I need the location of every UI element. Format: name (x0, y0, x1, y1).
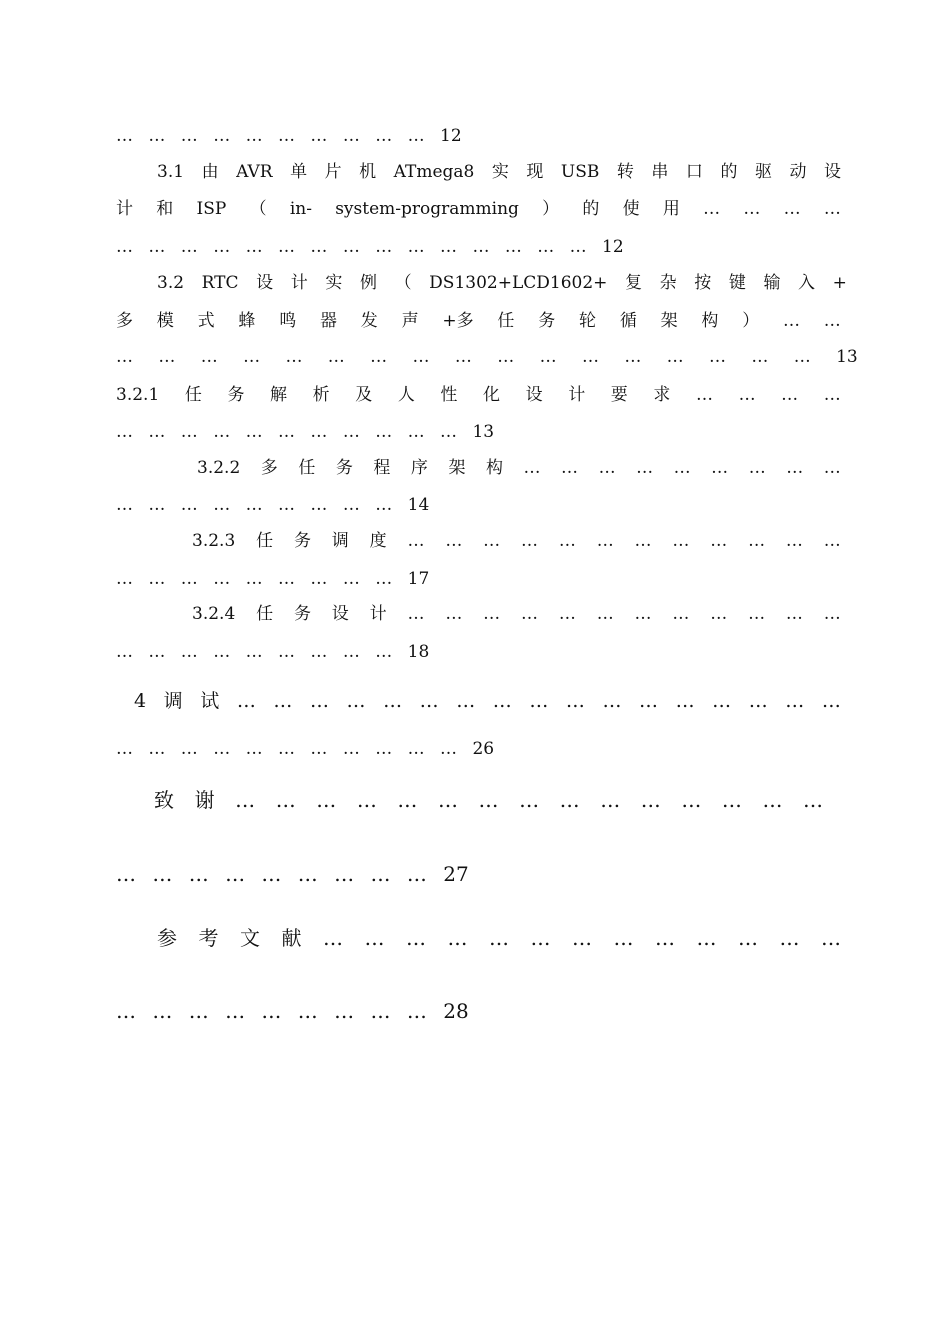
toc-token: … (703, 199, 721, 219)
toc-token: 架 (660, 311, 678, 331)
toc-token: … (785, 531, 803, 551)
toc-token: 务 (293, 604, 311, 624)
toc-token: … (672, 604, 690, 624)
toc-token: … (447, 926, 468, 950)
toc-token: 机 (359, 162, 377, 182)
toc-token: … (558, 531, 576, 551)
toc-token: … (781, 385, 799, 405)
toc-token: 设 (525, 385, 543, 405)
toc-token: … (243, 347, 261, 367)
toc-token: … (561, 458, 579, 478)
toc-token: … (158, 347, 176, 367)
toc-token: 设 (823, 162, 841, 182)
toc-token: … (598, 458, 616, 478)
toc-token: … (710, 531, 728, 551)
toc-token: … (748, 531, 766, 551)
toc-token: … (596, 531, 614, 551)
toc-token: 实 (325, 273, 343, 293)
toc-token: … (624, 347, 642, 367)
toc-token: … (356, 788, 377, 812)
toc-token: … (445, 604, 463, 624)
toc-token: … (786, 458, 804, 478)
toc-token: … (364, 926, 385, 950)
toc-token: 例 (359, 273, 377, 293)
toc-token: 务 (293, 531, 311, 551)
toc-token: … (370, 347, 388, 367)
toc-token: … (672, 531, 690, 551)
toc-token: system-programming (335, 199, 519, 219)
toc-token: … (709, 347, 727, 367)
toc-entry-3-2 (157, 275, 847, 292)
toc-token: … (406, 926, 426, 950)
toc-token: … (748, 690, 768, 712)
toc-token: 析 (312, 385, 330, 405)
toc-token: 任 (256, 604, 274, 624)
toc-token: 入 (798, 273, 816, 293)
toc-token: … (803, 788, 823, 812)
toc-token: … (116, 347, 133, 367)
toc-token: … (275, 788, 296, 812)
toc-entry-acknowledgements-page: … … … … … … … … … 27 (116, 862, 469, 886)
toc-token: … (738, 926, 758, 950)
toc-token: … (823, 604, 841, 624)
toc-token: … (397, 788, 418, 812)
toc-token: DS1302+LCD1602+ (429, 273, 608, 293)
toc-token: … (483, 604, 501, 624)
toc-token: 化 (483, 385, 501, 405)
toc-token: … (711, 458, 729, 478)
toc-token: 务 (538, 311, 556, 331)
toc-token: 调 (331, 531, 349, 551)
toc-token: in- (289, 199, 312, 219)
toc-token: USB (560, 162, 600, 182)
toc-token: 任 (256, 531, 274, 551)
toc-token: 解 (270, 385, 288, 405)
toc-token: … (407, 531, 425, 551)
toc-token: … (695, 385, 713, 405)
toc-token: +多 (442, 311, 474, 331)
toc-token: … (655, 926, 675, 950)
toc-token: 任 (298, 458, 316, 478)
toc-token: 计 (369, 604, 387, 624)
toc-token: 使 (622, 199, 640, 219)
toc-token: 任 (184, 385, 202, 405)
toc-token: … (323, 926, 343, 950)
toc-token: AVR (236, 162, 273, 182)
toc-token: … (558, 604, 576, 624)
toc-token: … (316, 788, 337, 812)
toc-token: … (634, 604, 652, 624)
toc-entry-3-2-2 (197, 460, 841, 477)
toc-token: 献 (281, 926, 302, 950)
toc-token: … (412, 347, 430, 367)
toc-entry-3-2-1 (116, 387, 841, 404)
toc-token: 架 (448, 458, 466, 478)
toc-token: … (489, 926, 509, 950)
toc-token: … (285, 347, 303, 367)
toc-token: … (492, 690, 512, 712)
toc-token: 求 (653, 385, 671, 405)
toc-token: … (419, 690, 439, 712)
toc-token: … (823, 311, 841, 331)
toc-token: … (539, 347, 557, 367)
toc-token: ） (542, 199, 560, 219)
toc-token: 式 (197, 311, 215, 331)
toc-token: 3.1 (157, 162, 185, 182)
toc-token: … (738, 385, 756, 405)
toc-token: 串 (651, 162, 669, 182)
toc-entry-references (157, 928, 841, 948)
toc-token: … (779, 926, 800, 950)
toc-token: … (565, 690, 585, 712)
toc-token: … (529, 690, 549, 712)
toc-token: … (696, 926, 717, 950)
toc-entry-acknowledgements (154, 790, 823, 810)
toc-token: 模 (156, 311, 174, 331)
toc-token: 及 (355, 385, 373, 405)
toc-token: … (785, 604, 803, 624)
toc-entry-3-2-3 (192, 533, 841, 550)
toc-entry-3-2-1-page: … … … … … … … … … … … 13 (116, 422, 495, 442)
toc-token: … (821, 926, 841, 950)
toc-token: 口 (685, 162, 703, 182)
toc-token: … (309, 690, 329, 712)
toc-token: 3.2 (157, 273, 185, 293)
toc-token: 3.2.4 (192, 604, 236, 624)
toc-token: 现 (526, 162, 544, 182)
toc-token: 片 (324, 162, 342, 182)
toc-token: … (383, 690, 403, 712)
toc-token: … (823, 199, 841, 219)
toc-token: … (823, 385, 841, 405)
toc-token: 调 (163, 690, 183, 712)
toc-token: 度 (369, 531, 387, 551)
toc-token: 蜂 (238, 311, 256, 331)
toc-token: RTC (201, 273, 239, 293)
toc-token: … (596, 604, 614, 624)
toc-token: … (235, 788, 256, 812)
toc-entry-3-2-3-page: … … … … … … … … … 17 (116, 569, 430, 589)
toc-token: … (748, 604, 766, 624)
toc-entry-3-2-page (116, 349, 858, 366)
toc-token: 输 (763, 273, 781, 293)
toc-token: … (559, 788, 580, 812)
toc-token: … (673, 458, 691, 478)
toc-token: 务 (335, 458, 353, 478)
toc-token: … (200, 347, 218, 367)
toc-token: 试 (200, 690, 220, 712)
toc-token: 致 (154, 788, 174, 812)
toc-token: 3.2.3 (192, 531, 236, 551)
toc-token: … (675, 690, 695, 712)
toc-token: … (636, 458, 654, 478)
toc-token: 和 (156, 199, 174, 219)
toc-token: 计 (290, 273, 308, 293)
toc-token: 计 (568, 385, 586, 405)
toc-token: … (639, 690, 658, 712)
toc-token: … (407, 604, 425, 624)
toc-token: … (821, 690, 841, 712)
toc-token: … (581, 347, 599, 367)
toc-token: 程 (373, 458, 391, 478)
toc-token: … (640, 788, 661, 812)
toc-token: 4 (134, 690, 147, 712)
toc-token: ISP (196, 199, 227, 219)
toc-token: 设 (331, 604, 349, 624)
toc-token: 要 (610, 385, 628, 405)
toc-entry-3-2-4 (192, 606, 841, 623)
toc-entry-3-1 (157, 164, 841, 181)
toc-token: 声 (401, 311, 419, 331)
toc-token: … (793, 347, 811, 367)
toc-token: … (823, 458, 841, 478)
toc-token: 复 (625, 273, 642, 293)
toc-token: … (346, 690, 366, 712)
toc-token: 器 (319, 311, 337, 331)
toc-token: … (602, 690, 622, 712)
toc-token: 实 (491, 162, 509, 182)
toc-token: … (521, 531, 539, 551)
toc-token: 鸣 (279, 311, 297, 331)
toc-entry-4-page: … … … … … … … … … … … 26 (116, 739, 495, 759)
toc-token: 由 (201, 162, 219, 182)
toc-token: … (572, 926, 592, 950)
toc-token: … (613, 926, 634, 950)
toc-token: 任 (497, 311, 515, 331)
toc-token: … (721, 788, 742, 812)
toc-entry-3-2-4-page: … … … … … … … … … 18 (116, 642, 430, 662)
toc-token: 的 (720, 162, 738, 182)
toc-token: 转 (616, 162, 634, 182)
toc-token: 多 (260, 458, 278, 478)
toc-token: 驱 (754, 162, 772, 182)
toc-token: 参 (157, 926, 177, 950)
toc-token: … (666, 347, 684, 367)
toc-token: … (456, 690, 476, 712)
toc-token: … (681, 788, 702, 812)
toc-token: 动 (789, 162, 807, 182)
toc-token: … (478, 788, 499, 812)
toc-token: … (600, 788, 621, 812)
toc-token: 务 (227, 385, 245, 405)
toc-token: 人 (397, 385, 415, 405)
toc-token: 性 (440, 385, 458, 405)
toc-token: 单 (290, 162, 308, 182)
toc-token: … (521, 604, 539, 624)
toc-token: 考 (198, 926, 219, 950)
toc-token: 轮 (579, 311, 597, 331)
toc-token: … (236, 690, 256, 712)
toc-token: 3.2.1 (116, 385, 160, 405)
toc-token: 的 (582, 199, 600, 219)
toc-token: … (519, 788, 540, 812)
toc-token: … (712, 690, 732, 712)
toc-token: … (437, 788, 458, 812)
toc-token: ATmega8 (393, 162, 475, 182)
toc-token: … (523, 458, 541, 478)
toc-token: 文 (240, 926, 260, 950)
toc-token: … (483, 531, 501, 551)
toc-token: 设 (256, 273, 274, 293)
toc-token: （ (249, 199, 267, 219)
toc-entry-4 (134, 692, 841, 711)
toc-token: 键 (728, 273, 746, 293)
toc-token: … (823, 531, 841, 551)
toc-entry-3-2-cont (116, 313, 841, 330)
toc-token: … (273, 690, 293, 712)
toc-token: … (530, 926, 551, 950)
toc-token: 发 (360, 311, 378, 331)
toc-entry-3-1-cont (116, 201, 841, 218)
toc-token: … (634, 531, 652, 551)
toc-token: 计 (116, 199, 133, 219)
toc-token: 构 (485, 458, 503, 478)
toc-token: （ (394, 273, 412, 293)
toc-token: + (832, 273, 847, 293)
toc-token: 用 (662, 199, 680, 219)
toc-token: … (327, 347, 345, 367)
toc-entry-3-1-page: … … … … … … … … … … … … … … … 12 (116, 237, 624, 257)
toc-token: 多 (116, 311, 133, 331)
toc-token: 谢 (194, 788, 215, 812)
toc-token: … (743, 199, 761, 219)
toc-token: … (710, 604, 728, 624)
toc-token: … (785, 690, 805, 712)
toc-token: … (783, 199, 801, 219)
toc-token: 杂 (659, 273, 677, 293)
toc-token: … (748, 458, 766, 478)
toc-token: … (762, 788, 783, 812)
toc-token: 3.2.2 (197, 458, 241, 478)
toc-token: … (783, 311, 800, 331)
toc-token: 循 (619, 311, 637, 331)
toc-token: 13 (836, 347, 858, 367)
toc-token: 序 (410, 458, 428, 478)
toc-entry-3-2-2-page: … … … … … … … … … 14 (116, 495, 430, 515)
toc-token: … (751, 347, 769, 367)
toc-token: 按 (694, 273, 712, 293)
toc-token: … (497, 347, 515, 367)
toc-token: … (454, 347, 472, 367)
toc-line-continuation: … … … … … … … … … … 12 (116, 126, 462, 146)
toc-entry-references-page: … … … … … … … … … 28 (116, 999, 469, 1023)
toc-token: … (445, 531, 463, 551)
toc-token: ） (742, 311, 760, 331)
toc-token: 构 (701, 311, 719, 331)
